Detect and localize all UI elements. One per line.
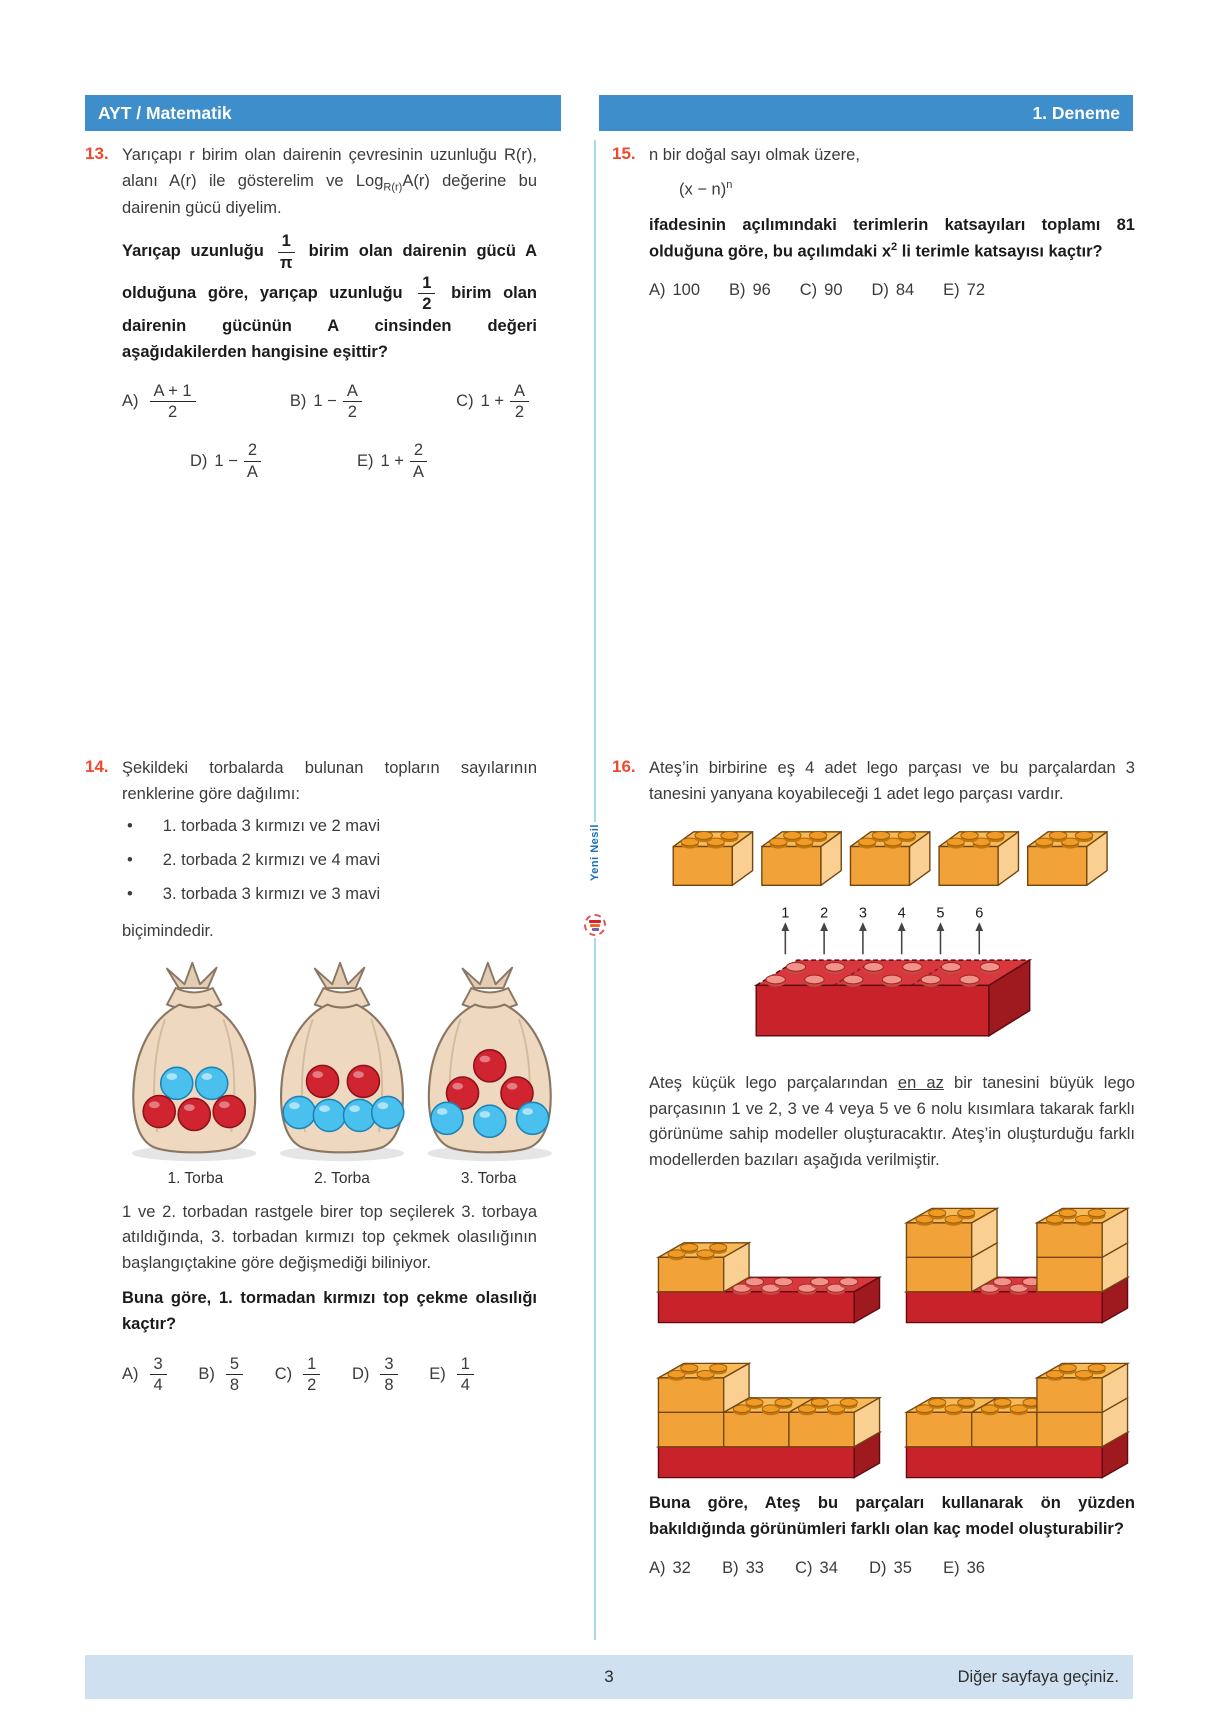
slot-arrows [785, 930, 979, 954]
question-14 [85, 756, 537, 1395]
header-left-title: AYT / Matematik [98, 103, 232, 123]
question-14-outro: biçimindedir. [122, 922, 214, 941]
bag-3-label: 3. Torba [460, 1169, 517, 1187]
q13-option-b: B) 1 − $\frac{A}{2}$ [290, 381, 366, 422]
q13-option-e: E) 1 + $\frac{2}{A}$ [357, 440, 431, 481]
bag-2-label: 2. Torba [314, 1169, 370, 1187]
question-15 [612, 143, 1135, 300]
question-15-expression: $(x - n)^n$ [679, 178, 733, 199]
q14-option-e: E) $\frac{1}{4}$ [429, 1354, 478, 1395]
slot-number-4: 4 [897, 905, 906, 922]
q14-bullet-3: • 3. torbada 3 kırmızı ve 3 mavi [122, 885, 537, 904]
question-14-stem: Buna göre, 1. tormadan kırmızı top çekme olasılığı kaçtır? [122, 1289, 537, 1333]
q14-bullet-2: • 2. torbada 2 kırmızı ve 4 mavi [122, 851, 537, 870]
slot-number-5: 5 [936, 905, 945, 922]
fraction-1-over-pi: $\frac{1}{\pi}$ [278, 232, 295, 271]
q14-option-a: A) $\frac{3}{4}$ [122, 1354, 171, 1395]
question-14-body: 1 ve 2. torbadan rastgele birer top seçilerek 3. torbaya atıldığında, 3. torbadan kırmızı top çekmek olasılığının başlangıçtakine göre değişmediği biliniyor. [122, 1202, 537, 1272]
question-15-intro: n bir doğal sayı olmak üzere, [649, 146, 860, 164]
q13-intro-text: Yarıçapı r birim olan dairenin çevresinin uzunluğu R(r), alanı A(r) ile gösterelim ve Log [122, 146, 537, 190]
brick-slot-numbers [781, 906, 983, 922]
q16-option-b: B) 33 [722, 1558, 764, 1577]
q14-option-b: B) $\frac{5}{8}$ [198, 1354, 247, 1395]
brand-logo [577, 822, 613, 938]
big-brick-figure [649, 900, 1135, 1065]
right-column [612, 143, 1135, 1643]
q15-option-d: D) 84 [871, 280, 915, 299]
header-left-bar [85, 95, 561, 131]
bag-1 [132, 962, 256, 1160]
q14-option-c: C) $\frac{1}{2}$ [275, 1354, 325, 1395]
big-red-brick-illustration [727, 900, 1057, 1060]
question-13-stem: Yarıçap uzunluğu $\frac{1}{\pi}$ birim olan dairenin gücü A olduğuna göre, yarıçap uzunluğu $\frac{1}{2}$ birim olan dairenin gücünün A cinsinden değeri aşağıdakilerden hangisine eşittir? [122, 232, 538, 361]
underlined-en-az: en az [897, 1074, 944, 1093]
bag-3 [428, 962, 552, 1160]
header-right-bar [599, 95, 1133, 131]
question-16 [612, 756, 1135, 1578]
q16-option-d: D) 35 [869, 1558, 912, 1577]
question-16-stem: Buna göre, Ateş bu parçaları kullanarak ön yüzden bakıldığında görünümleri farklı olan kaç model oluşturabilir? [649, 1494, 1135, 1538]
question-15-number: 15. [612, 144, 636, 163]
q13-option-d: D) 1 − $\frac{2}{A}$ [190, 440, 265, 481]
slot-number-1: 1 [781, 905, 790, 922]
header-right-title: 1. Deneme [1032, 103, 1120, 123]
question-16-body: Ateş küçük lego parçalarından en az bir tanesini büyük lego parçasının 1 ve 2, 3 ve 4 veya 5 ve 6 nolu kısımlara takarak farklı görünüme sahip modeller oluşturacaktır. Ateş’in oluşturduğu farklı modellerden bazıları aşağıda verilmiştir. [649, 1074, 1135, 1169]
q16-option-a: A) 32 [649, 1558, 691, 1577]
question-13-options-row1 [122, 381, 537, 422]
question-14-options [122, 1354, 478, 1395]
question-14-intro: Şekildeki torbalarda bulunan topların sayılarının renklerine göre dağılımı: [122, 759, 537, 803]
q16-option-c: C) 34 [795, 1558, 838, 1577]
question-15-options [649, 281, 985, 300]
question-16-number: 16. [612, 757, 636, 776]
model-examples [651, 1183, 1135, 1483]
model-2-illustration [899, 1183, 1135, 1328]
question-16-options [649, 1559, 985, 1578]
q15-option-e: E) 72 [943, 280, 985, 299]
question-13-options-row2 [190, 440, 537, 481]
q13-option-c: C) 1 + $\frac{A}{2}$ [456, 381, 533, 422]
slot-number-6: 6 [975, 905, 984, 922]
q13-intro-text2: A(r) değerine bu dairenin gücü diyelim. [122, 171, 537, 217]
bag-2 [280, 962, 404, 1160]
bags-figure [122, 955, 537, 1188]
fraction-1-over-2: $\frac{1}{2}$ [418, 274, 435, 313]
question-16-intro: Ateş’in birbirine eş 4 adet lego parçası ve bu parçalardan 3 tanesini yanyana koyabileceği 1 adet lego parçası vardır. [649, 759, 1135, 803]
q15-option-a: A) 100 [649, 280, 701, 299]
q14-bullet-1: • 1. torbada 3 kırmızı ve 2 mavi [122, 817, 537, 836]
left-column [85, 143, 537, 1643]
model-3-illustration [651, 1338, 887, 1483]
question-13 [85, 143, 537, 482]
question-15-stem: ifadesinin açılımındaki terimlerin katsayıları toplamı 81 olduğuna göre, bu açılımdaki $x^2$ li terimle katsayısı kaçtır? [649, 216, 1135, 261]
small-bricks-figure [649, 817, 1135, 894]
brand-name: Yeni Nesil [589, 824, 601, 881]
q15-option-b: B) 96 [728, 280, 771, 299]
slot-number-2: 2 [820, 905, 829, 922]
brand-icon [584, 914, 606, 936]
bag-1-label: 1. Torba [167, 1169, 224, 1187]
q13-log-subscript: R(r) [383, 180, 403, 193]
q14-option-d: D) $\frac{3}{8}$ [352, 1354, 402, 1395]
next-page-note: Diğer sayfaya geçiniz. [957, 1668, 1119, 1686]
question-14-number: 14. [85, 757, 109, 776]
q15-option-c: C) 90 [799, 280, 843, 299]
question-13-intro [122, 143, 537, 221]
page-number: 3 [604, 1667, 614, 1686]
slot-number-3: 3 [858, 905, 867, 922]
bags-illustration [122, 955, 562, 1165]
q16-option-e: E) 36 [943, 1558, 985, 1577]
question-13-number: 13. [85, 144, 109, 163]
bag-labels [122, 1170, 562, 1188]
page-footer [85, 1655, 1133, 1699]
model-4-illustration [899, 1338, 1135, 1483]
q13-option-a: A) $\frac{A + 1}{2}$ [122, 381, 200, 422]
small-lego-bricks-illustration [658, 817, 1126, 889]
model-1-illustration [651, 1183, 887, 1328]
